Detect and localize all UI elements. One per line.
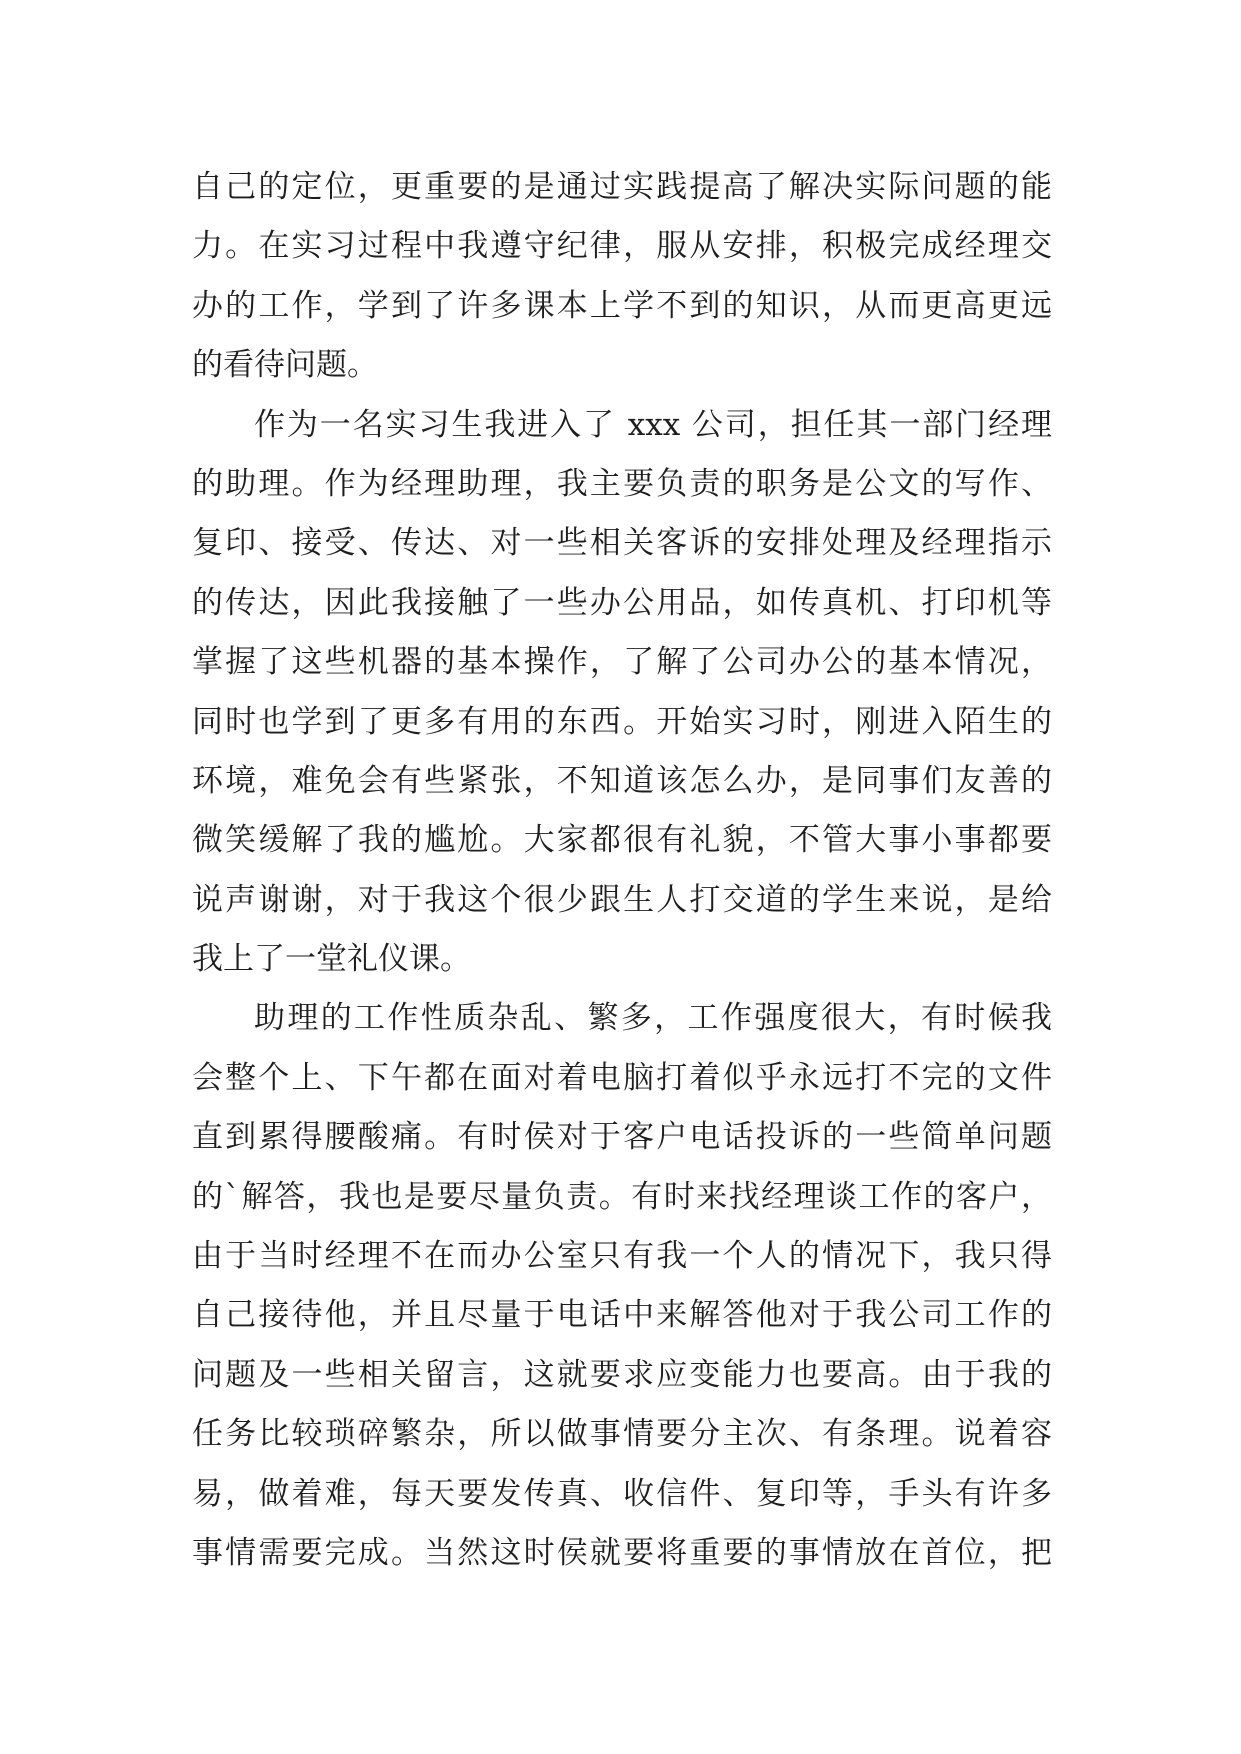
- text-line: 会整个上、下午都在面对着电脑打着似乎永远打不完的文件: [192, 1059, 1052, 1096]
- body-text: [192, 158, 1052, 1583]
- text-line: 问题及一些相关留言，这就要求应变能力也要高。由于我的: [192, 1356, 1052, 1393]
- text-line: 自己接待他，并且尽量于电话中来解答他对于我公司工作的: [192, 1297, 1052, 1334]
- text-line: 说声谢谢，对于我这个很少跟生人打交道的学生来说，是给: [192, 881, 1052, 918]
- text-line: 同时也学到了更多有用的东西。开始实习时，刚进入陌生的: [192, 703, 1052, 740]
- text-line: 由于当时经理不在而办公室只有我一个人的情况下，我只得: [192, 1238, 1052, 1275]
- paragraph-first-line: 助理的工作性质杂乱、繁多，工作强度很大，有时候我: [254, 1000, 1052, 1037]
- text-line: 易，做着难，每天要发传真、收信件、复印等，手头有许多: [192, 1475, 1052, 1512]
- text-line: 直到累得腰酸痛。有时侯对于客户电话投诉的一些简单问题: [192, 1119, 1052, 1156]
- text-line: 的`解答，我也是要尽量负责。有时来找经理谈工作的客户，: [192, 1178, 1052, 1215]
- text-line: 自己的定位，更重要的是通过实践提高了解决实际问题的能: [192, 169, 1052, 205]
- text-line: 环境，难免会有些紧张，不知道该怎么办，是同事们友善的: [192, 762, 1052, 799]
- text-line: 的看待问题。: [192, 347, 378, 384]
- text-line: 微笑缓解了我的尴尬。大家都很有礼貌，不管大事小事都要: [192, 822, 1052, 859]
- text-line: 我上了一堂礼仪课。: [192, 941, 471, 978]
- text-line: 事情需要完成。当然这时侯就要将重要的事情放在首位，把: [192, 1534, 1052, 1571]
- text-line: 掌握了这些机器的基本操作，了解了公司办公的基本情况，: [192, 644, 1052, 681]
- text-line: 力。在实习过程中我遵守纪律，服从安排，积极完成经理交: [192, 228, 1052, 265]
- paragraph-first-line: 作为一名实习生我进入了 xxx 公司，担任其一部门经理: [254, 406, 1052, 443]
- text-line: 复印、接受、传达、对一些相关客诉的安排处理及经理指示: [192, 525, 1052, 562]
- text-line: 办的工作，学到了许多课本上学不到的知识，从而更高更远: [192, 287, 1052, 324]
- text-line: 的传达，因此我接触了一些办公用品，如传真机、打印机等: [192, 584, 1052, 621]
- text-line: 的助理。作为经理助理，我主要负责的职务是公文的写作、: [192, 465, 1052, 502]
- text-line: 任务比较琐碎繁杂，所以做事情要分主次、有条理。说着容: [192, 1416, 1052, 1453]
